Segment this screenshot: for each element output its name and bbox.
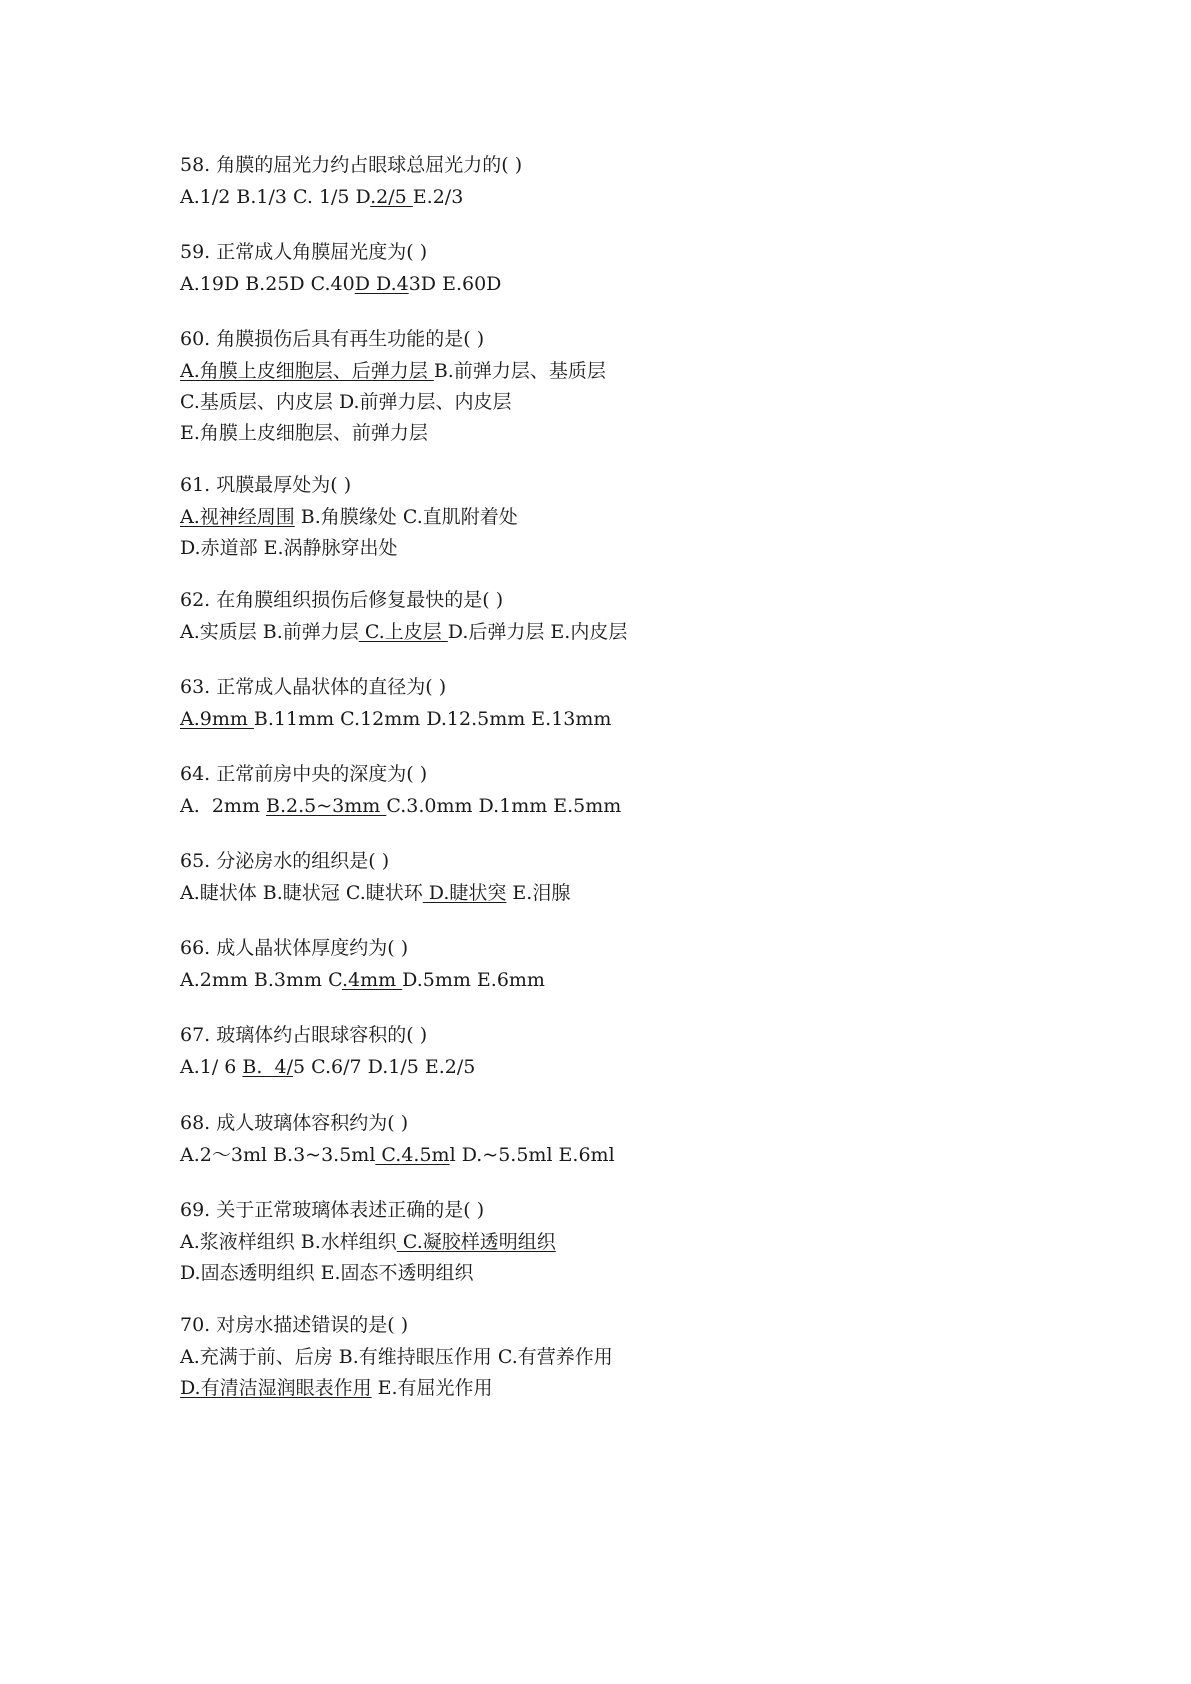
question-stem: 70. 对房水描述错误的是( ) [180, 1314, 409, 1336]
marked-answer: .2/5 [370, 186, 413, 208]
option-text: B.11mm C.12mm D.12.5mm E.13mm [253, 708, 612, 730]
question-stem: 60. 角膜损伤后具有再生功能的是( ) [180, 328, 485, 350]
option-text: A.1/2 B.1/3 C. 1/5 D [180, 186, 371, 208]
marked-answer: A.角膜上皮细胞层、后弹力层 [180, 360, 434, 382]
question-stem: 66. 成人晶状体厚度约为( ) [180, 937, 409, 959]
option-text: 5 C.6/7 D.1/5 E.2/5 [293, 1056, 476, 1078]
option-text: A.浆液样组织 B.水样组织 [180, 1231, 397, 1253]
option-text: l D.~5.5ml E.6ml [449, 1144, 615, 1166]
option-line [180, 1140, 615, 1171]
marked-answer: .4mm [341, 969, 403, 991]
option-text: E.有屈光作用 [371, 1377, 493, 1399]
marked-answer: B. 4/ [242, 1056, 293, 1078]
question-item [180, 1108, 615, 1171]
option-line [180, 704, 611, 735]
option-text: B.前弹力层、基质层 [433, 360, 606, 382]
option-text: C.3.0mm D.1mm E.5mm [386, 795, 622, 817]
option-text: A.充满于前、后房 B.有维持眼压作用 C.有营养作用 [180, 1346, 613, 1368]
question-stem: 67. 玻璃体约占眼球容积的( ) [180, 1024, 428, 1046]
option-line [180, 965, 545, 996]
option-text: A.睫状体 B.睫状冠 C.睫状环 [180, 882, 423, 904]
question-stem: 61. 巩膜最厚处为( ) [180, 474, 352, 496]
option-text: D.赤道部 E.涡静脉穿出处 [180, 537, 398, 559]
option-line [180, 356, 606, 387]
option-line [180, 182, 522, 213]
option-text: A.2～3ml B.3~3.5ml [180, 1144, 376, 1166]
question-stem: 65. 分泌房水的组织是( ) [180, 850, 390, 872]
question-stem: 64. 正常前房中央的深度为( ) [180, 763, 428, 785]
marked-answer: C.凝胶样透明组织 [396, 1231, 556, 1253]
option-text: A.2mm B.3mm C [180, 969, 342, 991]
question-item [180, 150, 522, 213]
question-item [180, 1020, 475, 1083]
option-text: D.5mm E.6mm [402, 969, 545, 991]
question-stem: 68. 成人玻璃体容积约为( ) [180, 1112, 409, 1134]
option-line [180, 502, 518, 533]
question-item [180, 759, 621, 822]
option-text: E.角膜上皮细胞层、前弹力层 [180, 422, 428, 444]
question-item [180, 672, 611, 735]
option-line [180, 387, 606, 418]
marked-answer: D D.4 [354, 273, 409, 295]
option-line [180, 1258, 556, 1289]
option-line [180, 533, 518, 564]
option-text: 3D E.60D [408, 273, 502, 295]
question-stem: 58. 角膜的屈光力约占眼球总屈光力的( ) [180, 154, 523, 176]
option-line [180, 791, 621, 822]
question-item [180, 1195, 556, 1289]
option-line [180, 269, 501, 300]
question-item [180, 237, 501, 300]
marked-answer: A.视神经周围 [180, 506, 295, 528]
question-stem: 69. 关于正常玻璃体表述正确的是( ) [180, 1199, 485, 1221]
marked-answer: C.4.5m [375, 1144, 450, 1166]
option-text: C.基质层、内皮层 D.前弹力层、内皮层 [180, 391, 512, 413]
marked-answer: A.9mm [180, 708, 254, 730]
option-text: D.固态透明组织 E.固态不透明组织 [180, 1262, 474, 1284]
option-text: D.后弹力层 E.内皮层 [447, 621, 628, 643]
question-stem: 59. 正常成人角膜屈光度为( ) [180, 241, 428, 263]
question-item [180, 324, 606, 449]
option-line [180, 1373, 613, 1404]
option-text: A.19D B.25D C.40 [180, 273, 355, 295]
marked-answer: C.上皮层 [358, 621, 448, 643]
question-item [180, 933, 545, 996]
question-item [180, 1310, 613, 1404]
option-text: A. 2mm [180, 795, 267, 817]
marked-answer: D.睫状突 [422, 882, 507, 904]
question-stem: 63. 正常成人晶状体的直径为( ) [180, 676, 447, 698]
option-text: E.泪腺 [506, 882, 571, 904]
question-stem: 62. 在角膜组织损伤后修复最快的是( ) [180, 589, 504, 611]
question-item [180, 585, 627, 648]
option-line [180, 1227, 556, 1258]
question-item [180, 470, 518, 564]
option-text: B.角膜缘处 C.直肌附着处 [294, 506, 518, 528]
option-line [180, 1342, 613, 1373]
option-text: A.1/ 6 [180, 1056, 243, 1078]
option-line [180, 418, 606, 449]
option-line [180, 617, 627, 648]
option-text: E.2/3 [412, 186, 464, 208]
marked-answer: D.有清洁湿润眼表作用 [180, 1377, 372, 1399]
question-item [180, 846, 570, 909]
option-line [180, 878, 570, 909]
option-line [180, 1052, 475, 1083]
option-text: A.实质层 B.前弹力层 [180, 621, 359, 643]
marked-answer: B.2.5~3mm [266, 795, 387, 817]
